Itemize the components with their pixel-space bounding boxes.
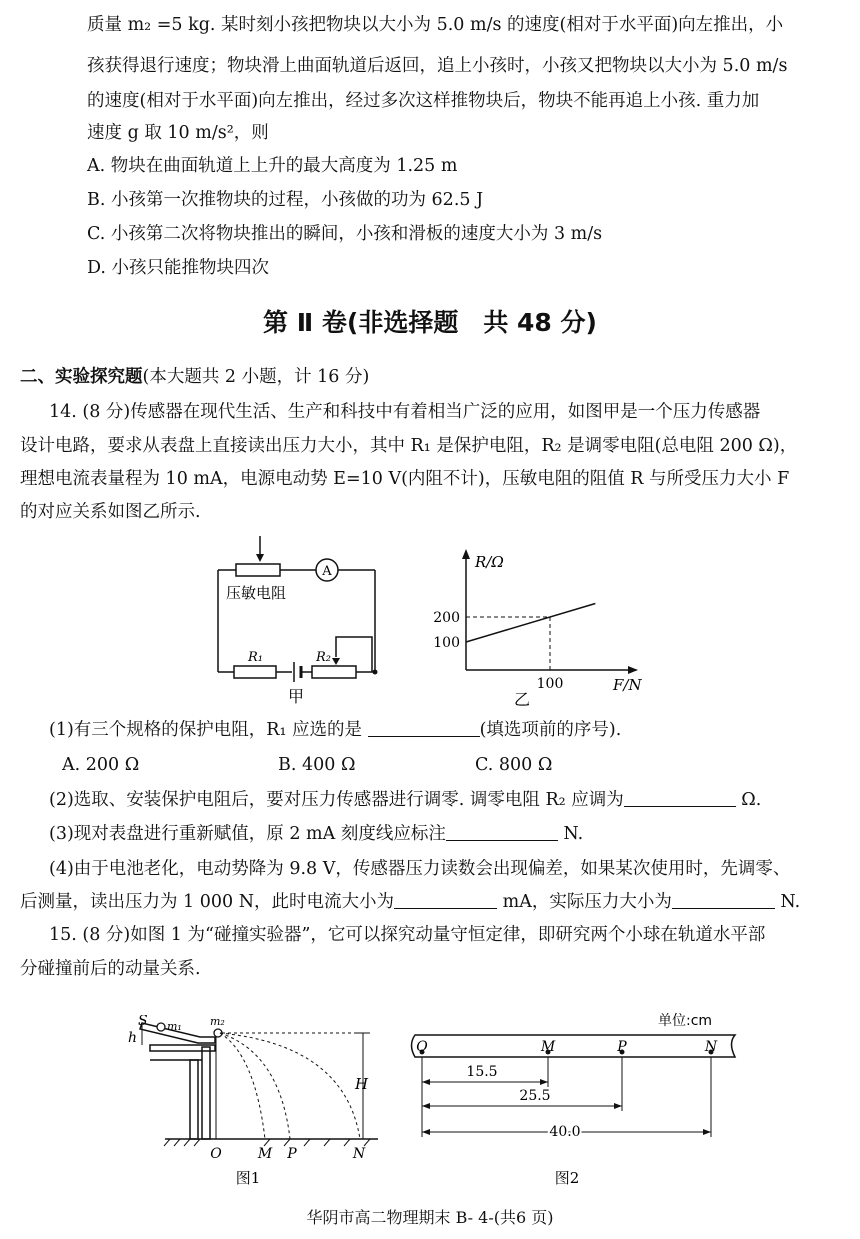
measuring-strip — [412, 1035, 736, 1057]
slider-arrow-icon — [332, 658, 340, 665]
problem-text-line: 质量 m₂ =5 kg. 某时刻小孩把物块以大小为 5.0 m/s 的速度(相对于水平面)向左推出，小 — [87, 15, 784, 35]
q14-sub2-unit: Ω. — [735, 790, 762, 810]
q14-sub4: (4)由于电池老化，电动势降为 9.8 V，传感器压力读数会出现偏差，如果某次使用时，先调零、 — [49, 859, 791, 879]
point-O: O — [416, 1039, 428, 1055]
distance-op: 25.5 — [519, 1088, 551, 1104]
point-N: N — [704, 1039, 718, 1055]
series-line — [466, 604, 595, 643]
option-a: A. 物块在曲面轨道上上升的最大高度为 1.25 m — [87, 156, 458, 176]
y-tick-label: 200 — [433, 610, 460, 626]
q14-sub4-text-mid: mA，实际压力大小为 — [497, 892, 672, 912]
answer-blank[interactable] — [624, 790, 736, 807]
option-b: B. 小孩第一次推物块的过程，小孩做的功为 62.5 J — [87, 190, 484, 210]
q14-text: 理想电流表量程为 10 mA，电源电动势 E=10 V(内阻不计)，压敏电阻的阻值 R 与所受压力大小 F — [20, 469, 790, 489]
q14-sub3-unit: N. — [557, 824, 584, 844]
answer-blank[interactable] — [368, 720, 480, 737]
rf-graph — [425, 545, 650, 710]
problem-text-line: 孩获得退行速度；物块滑上曲面轨道后返回，追上小孩时，小孩又把物块以大小为 5.0 m/s — [87, 56, 788, 76]
section-heading-title: 二、实验探究题 — [20, 367, 143, 387]
table-support — [150, 1045, 215, 1139]
unit-label: 单位:cm — [658, 1013, 713, 1029]
pressure-sensor-resistor — [236, 564, 280, 576]
part-title: 第 Ⅱ 卷(非选择题 共 48 分) — [263, 308, 597, 337]
option-c: C. 小孩第二次将物块推出的瞬间，小孩和滑板的速度大小为 3 m/s — [87, 224, 603, 244]
q14-sub3 — [49, 822, 583, 846]
figure-caption-yi: 乙 — [513, 690, 531, 709]
label-O: O — [210, 1146, 222, 1162]
x-tick-label: 100 — [536, 676, 564, 692]
ground-hatch — [164, 1139, 370, 1146]
q14-text: 设计电路，要求从表盘上直接读出压力大小，其中 R₁ 是保护电阻，R₂ 是调零电阻(总电阻 200 Ω)， — [20, 436, 798, 456]
sensor-label: 压敏电阻 — [226, 584, 287, 602]
figure-caption-1: 图1 — [235, 1169, 261, 1187]
q14-sub1 — [49, 718, 621, 742]
resistor-r2 — [312, 666, 356, 678]
x-axis-arrow-icon — [628, 666, 638, 674]
ball-m1 — [157, 1023, 165, 1031]
answer-blank[interactable] — [394, 892, 497, 909]
option-d: D. 小孩只能推物块四次 — [87, 258, 270, 278]
trajectory-lines — [220, 1033, 362, 1139]
y-axis-arrow-icon — [462, 549, 470, 559]
label-H: H — [355, 1075, 369, 1093]
problem-text-line: 速度 g 取 10 m/s²，则 — [87, 123, 269, 143]
circuit-diagram — [200, 530, 400, 710]
choice-b: B. 400 Ω — [278, 755, 356, 775]
landing-scale-figure — [400, 1005, 740, 1190]
problem-text-line: 的速度(相对于水平面)向左推出，经过多次这样推物块后，物块不能再追上小孩. 重力加 — [87, 91, 760, 111]
label-N: N — [352, 1146, 366, 1162]
x-axis-label: F/N — [613, 676, 642, 694]
q14-sub2-text: (2)选取、安装保护电阻后，要对压力传感器进行调零. 调零电阻 R₂ 应调为 — [49, 790, 624, 810]
distance-om: 15.5 — [466, 1064, 498, 1080]
q14-sub3-text: (3)现对表盘进行重新赋值，原 2 mA 刻度线应标注 — [49, 824, 446, 844]
collision-apparatus-figure — [120, 1015, 390, 1190]
point-M: M — [540, 1039, 556, 1055]
section-heading — [20, 365, 369, 389]
figure-caption-jia: 甲 — [287, 687, 305, 706]
label-h: h — [128, 1030, 138, 1046]
ammeter-label: A — [322, 564, 332, 579]
y-axis-label: R/Ω — [475, 553, 504, 571]
q14-sub4-text: 后测量，读出压力为 1 000 N，此时电流大小为 — [20, 892, 395, 912]
q15-text: 15. (8 分)如图 1 为“碰撞实验器”，它可以探究动量守恒定律，即研究两个小球在轨道水平部 — [49, 925, 766, 945]
q14-sub1-text-end: (填选项前的序号). — [479, 720, 622, 740]
q14-sub4-unit: N. — [774, 892, 801, 912]
choice-c: C. 800 Ω — [475, 755, 553, 775]
q15-text: 分碰撞前后的动量关系. — [20, 959, 201, 979]
q14-sub4-cont — [20, 890, 800, 914]
section-heading-note: (本大题共 2 小题，计 16 分) — [142, 367, 370, 387]
resistor-r1 — [234, 666, 276, 678]
q14-text: 14. (8 分)传感器在现代生活、生产和科技中有着相当广泛的应用，如图甲是一个压力传感器 — [49, 402, 761, 422]
arrow-icon — [256, 554, 264, 562]
answer-blank[interactable] — [672, 892, 775, 909]
y-tick-label: 100 — [433, 635, 460, 651]
answer-blank[interactable] — [446, 824, 558, 841]
label-m2: m₂ — [210, 1015, 225, 1028]
junction-dot — [373, 670, 378, 675]
distance-on: 40.0 — [549, 1124, 581, 1140]
label-m1: m₁ — [167, 1020, 182, 1033]
q14-sub2 — [49, 788, 761, 812]
label-M: M — [257, 1146, 273, 1162]
r1-label: R₁ — [248, 650, 263, 665]
figure-caption-2: 图2 — [554, 1169, 580, 1187]
label-S: S — [138, 1015, 148, 1029]
q14-text: 的对应关系如图乙所示. — [20, 502, 201, 522]
r2-label: R₂ — [316, 650, 331, 665]
point-P: P — [617, 1039, 627, 1055]
q14-sub1-text: (1)有三个规格的保护电阻，R₁ 应选的是 — [49, 720, 368, 740]
label-P: P — [287, 1146, 297, 1162]
choice-a: A. 200 Ω — [62, 755, 140, 775]
page-footer: 华阴市高二物理期末 B- 4-(共6 页) — [306, 1208, 554, 1227]
